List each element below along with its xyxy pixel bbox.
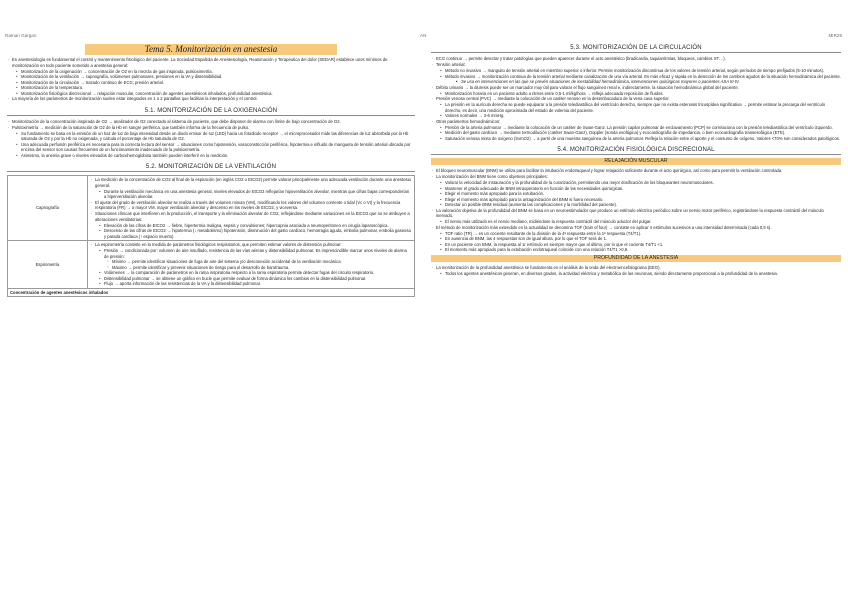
list-item: ● Monitorización de la circulación → trazado continuo de ECG, presión arterial. bbox=[7, 80, 415, 86]
right-column bbox=[431, 44, 841, 276]
relax-text-4d: ● El momento más apropiado para la extubación endotraqueal coincide con una relación T4/T1 >0,9. bbox=[431, 247, 841, 253]
capno-text-1a: ● Durante la ventilación mecánica en una anestesia general, niveles elevados de EtCO2 reflejarían hipoventilación alveolar, mientras que cifras bajas corresponderían a hiperventilación alveolar. bbox=[90, 189, 412, 200]
list-item: ● Su fundamento se basa en la emisión de un haz de luz de baja intensidad desde un diodo emisor de luz (LED) hacia un fotodiodo receptor → el microprocesador mide las diferencias de luz absorbida por la Hb saturada de O2 y por la Hb no oxigenada, y calcula el porcentaje de Hb saturada de O2. bbox=[7, 131, 415, 142]
espiro-text-1a1: ○ Mínimo → permite identificar situaciones de fuga de aire del sistema y/o desconexión accidental de la ventilación mecánica. bbox=[90, 259, 412, 265]
section-heading-ventilacion: 5.2. MONITORIZACIÓN DE LA VENTILACIÓN bbox=[7, 163, 415, 172]
relax-text-3a: ● El nervio más utilizado es el nervio mediano, midiéndose la respuesta contráctil del músculo aductor del pulgar. bbox=[431, 219, 841, 225]
otros-gasto-cardiaco: ● Medición del gasto cardíaco → mediante termodilución (catéter Swan-Ganz), Doppler (sonda esofágica) y ecocardiografía de impedancia, o bien ecocardiografía transesofágica (ETE). bbox=[431, 130, 841, 136]
table-row bbox=[8, 288, 415, 297]
oxigenacion-concentracion: · Monitorización de la concentración inspirada de O2 → analizador de O2 conectado al sistema de paciente, que debe disponer de alarma con límite de bajo concentración de O2. bbox=[7, 119, 415, 125]
list-item: ● Detectar un posible BNM residual (aumenta las complicaciones y la morbilidad del paciente). bbox=[431, 202, 841, 208]
ta-invasivo-uso: ■ Se usa en intervenciones en las que se prevén situaciones de inestabilidad hemodinámica, intervenciones quirúrgicas mayores o pacientes ASA III-IV. bbox=[431, 79, 841, 85]
relax-text-4: · El método de monitorización más extendido en la actualidad se denomina TOF (train of four) → consiste en aplicar 4 estímulos sucesivos a una intensidad determinada (cada 0,5 s). bbox=[431, 225, 841, 231]
subject-label: AN bbox=[420, 33, 427, 38]
list-item: ● Valorar la velocidad de instauración y la profundidad de la curarización, permitiendo una mejor dosificación de los bloqueantes neuromusculares. bbox=[431, 180, 841, 186]
espirometria-label: Espirometría bbox=[8, 241, 88, 289]
espirometria-cell bbox=[88, 241, 415, 289]
relax-text-4a: ● TOF ratio (TR) → es un cociente resultante de la división de la 4ª respuesta entre la 1ª respuesta (T4/T1). bbox=[431, 231, 841, 237]
capnografia-cell bbox=[88, 176, 415, 241]
ta-invasivo: ● Método invasivo → monitorización continua de la tensión arterial mediante canalización de una vía arterial. Es más eficaz y rápida en la detección de los cambios agudos de la situación hemodinámica del paciente. bbox=[431, 74, 841, 80]
course-label: MIR25 bbox=[828, 33, 842, 38]
capnografia-label: Capnografía bbox=[8, 176, 88, 241]
list-item: ● Mantener el grado adecuado de BNM intraoperatorio en función de las necesidades quirúrgicas. bbox=[431, 186, 841, 192]
capno-text-1: · La medición de la concentración de CO2 al final de la espiración (en inglés CO2 o EtCO2) permite valorar principalmente una adecuada ventilación durante una anestesia general. bbox=[90, 177, 412, 188]
relax-text-1: · El bloqueo neuromuscular (BNM) se utiliza para facilitar la intubación endotraqueal y lograr relajación suficiente durante el acto quirúrgico, así como para permitir la ventilación controlada. bbox=[431, 168, 841, 174]
espiro-text-1c: ● Distensibilidad pulmonar → se obtiene un gráfico en bucle que permite evaluar de forma dinámica los cambios en la distensibilidad pulmonar. bbox=[90, 276, 412, 282]
profundidad-anestesia-band: PROFUNDIDAD DE LA ANESTESIA bbox=[431, 255, 841, 262]
section-heading-oxigenacion: 5.1. MONITORIZACIÓN DE LA OXIGENACIÓN bbox=[7, 107, 415, 116]
list-item: ● Monitorización de la temperatura. bbox=[7, 85, 415, 91]
relax-text-4b: ● En ausencia de BNM, las 4 respuestas son de igual altura, por lo que el TOF será de 1. bbox=[431, 236, 841, 242]
table-row bbox=[8, 241, 415, 289]
capno-text-2: · El ajuste del grado de ventilación alveolar se realiza a través del volumen minuto (VM), modificando los valores del volumen corriente o tidal (Vc o Vt) y la frecuencia respiratoria (FR) → a mayor VM, mayor ventilación alveolar y descenso en los niveles de EtCO2, y viceversa. bbox=[90, 200, 412, 211]
espiro-text-1b: ● Volúmenes → la comparación de parámetros en la rama inspiratoria respecto a la rama espiratoria permite detectar fugas del circuito respiratorio. bbox=[90, 270, 412, 276]
left-column bbox=[7, 44, 415, 297]
capno-text-3a: ● Elevación de las cifras de EtCO2 → fiebre, hipertermia maligna, sepsis y convulsiones; hipercapnia asociada a neumoperitoneo en cirugía laparoscópica. bbox=[90, 223, 412, 229]
ventilacion-table bbox=[7, 175, 415, 297]
capno-text-3b: ● Descenso de las cifras de EtCO2 → hipotermia (↓ metabolismo) hipotensión, disminución del gasto cardíaco, hemorragia aguda, embolia pulmonar, embolia gaseosa y parada cardíaca (↑ espacio muerto). bbox=[90, 228, 412, 239]
relax-text-2: · La monitorización del BNM tiene como objetivos principales: bbox=[431, 174, 841, 180]
relax-objetivos-list bbox=[431, 180, 841, 208]
agentes-inhalados-row: Concentración de agentes anestésicos inhalados bbox=[8, 288, 415, 297]
prof-text-1a: ● Todos los agentes anestésicos generan, en diversos grados, la actividad eléctrica y metabólica de las neuronas, siendo directamente proporcional a la profundidad de la anestesia. bbox=[431, 271, 841, 277]
chapter-title: Tema 5. Monitorización en anestesia bbox=[85, 44, 337, 55]
pulsioximetria-list bbox=[7, 131, 415, 159]
prof-text-1: · La monitorización de la profundidad anestésica se fundamenta en el análisis de la onda del electroencefalograma (EEG). bbox=[431, 265, 841, 271]
list-item: ● Monitorización fisiológica discrecional → relajación muscular, concentración de agentes anestésicos inhalados, profundidad anestésica. bbox=[7, 91, 415, 97]
intro-paragraph: · En anestesiología es fundamental el control y mantenimiento fisiológico del paciente. La Sociedad Española de Anestesiología, Reanimación y Terapéutica del dolor (SEDAR) establece unos mínimos de monitorización en todo paciente sometido a anestesia general: bbox=[7, 57, 415, 68]
list-item: ● Monitorización de la ventilación → capnografía, volúmenes pulmonares, presiones en la VA y distensibilidad. bbox=[7, 74, 415, 80]
otros-parametros: · Otros parámetros hemodinámicos: bbox=[431, 119, 841, 125]
list-item: ● Monitorización de la oxigenación → concentración de O2 en la mezcla de gas inspirada, pulsioximetría. bbox=[7, 69, 415, 75]
intro-closing: · La mayoría de los parámetros de monitorización suelen estar integrados en 1 o 2 pantallas que facilitan la interpretación y el control. bbox=[7, 96, 415, 102]
relax-text-3: · La valoración objetiva de la profundidad del BNM se basa en un neuroestimulador que produce un estímulo eléctrico periódico sobre un nervio motor periférico, registrándose la respuesta contráctil del músculo inervado. bbox=[431, 208, 841, 219]
section-heading-circulacion: 5.3. MONITORIZACIÓN DE LA CIRCULACIÓN bbox=[431, 44, 841, 53]
espiro-text-1a: ● Presión → condicionada por: volumen de aire insuflado, resistencia de las vías aéreas y distensibilidad pulmonar. Es imprescindible marcar unos niveles de alarma de presión: bbox=[90, 248, 412, 259]
pvc-detail: ● La presión en la aurícula derecha se puede equiparar a la presión telediastólica del ventrículo derecho, siempre que no exista estenosis tricuspídea significativa → permite estimar la precarga del ventrículo derecho, es decir, una medición aproximada del estado de volemia del paciente. bbox=[431, 102, 841, 113]
otros-arteria-pulmonar: ● Presión de la arteria pulmonar → mediante la colocación de un catéter de Swan-Ganz. La presión capilar pulmonar de enclavamiento (PCP) se correlaciona con la presión telediastólica del ventrículo izquierdo. bbox=[431, 125, 841, 131]
debito-horario: ● Monitorización horaria en un paciente adulto a ritmos entre 0,5-1 ml/kg/hora → refleja adecuada reposición de fluidos. bbox=[431, 91, 841, 97]
list-item: ● Elegir el momento más apropiado para la extubación. bbox=[431, 191, 841, 197]
section-heading-discrecional: 5.4. MONITORIZACIÓN FISIOLÓGICA DISCRECIONAL bbox=[431, 146, 841, 155]
ecg-paragraph: · ECG continuo → permite detectar y tratar patologías que pueden aparecer durante el acto anestésico (bradicardia, taquiarritmias, bloqueos, cambios ST…). bbox=[431, 56, 841, 62]
otros-saturacion-venosa: ● Saturación venosa mixta de oxígeno (SvmO2) → a partir de una muestra sanguínea de la arteria pulmonar. Refleja la relación entre el aporte y el consumo de oxígeno. Valores <70% son considerados patológicos. bbox=[431, 136, 841, 142]
debito-urinario: · Débito urinario → la diuresis puede ser un marcador muy útil para valorar el flujo sanguíneo renal e, indirectamente, la situación hemodinámica global del paciente. bbox=[431, 85, 841, 91]
ta-no-invasivo: ● Método no invasivo → manguito de tensión arterial en miembro superior o inferior. Permite monitorización discontinua de los valores de tensión arterial, según períodos de tiempo prefijados (5-10 minutos). bbox=[431, 68, 841, 74]
relajacion-muscular-band: RELAJACIÓN MUSCULAR bbox=[431, 158, 841, 165]
author-label: Raman Gargan bbox=[5, 33, 37, 38]
capno-text-3: · Situaciones clínicas que interfieren en la producción, el transporte y la eliminación alveolar de CO2, reflejándose mediante variaciones en la EtCO2 que no se atribuyen a alteraciones ventilatorias: bbox=[90, 211, 412, 222]
list-item: ● Una adecuada perfusión periférica es necesaria para la correcta lectura del sensor → situaciones como hipotensión, vasoconstricción periférica, hipotermia e influido de mangueta de tensión arterial ubicada por encima del sensor son causas frecuentes de un funcionamiento inadecuado de la pulsioximetría. bbox=[7, 142, 415, 153]
espiro-text-1d: ● Flujo → aporta información de las resistencias de la VA y la distensibilidad pulmonar. bbox=[90, 281, 412, 287]
tension-arterial-heading: · Tensión arterial: bbox=[431, 62, 841, 68]
pvc-paragraph: · Presión venosa central (PVC) → mediante la colocación de un catéter venoso en la desembocadura de la vena cava superior. bbox=[431, 96, 841, 102]
list-item: ● Asimismo, la anemia grave o niveles elevados de carboxihemoglobina también pueden interferir en la medición. bbox=[7, 153, 415, 159]
espiro-text-1: · La espirometría consiste en la medida de parámetros fisiológicos respiratorios, que permiten estimar valores de distensión pulmonar: bbox=[90, 242, 412, 248]
relax-text-4c: ● En un paciente con BNM, la respuesta al 1r estímulo es siempre mayor que al último, por lo que el cociente T4/T1 <1. bbox=[431, 242, 841, 248]
list-item: ● Elegir el momento más apropiado para la antagonización del BNM si fuera necesario. bbox=[431, 197, 841, 203]
intro-list bbox=[7, 69, 415, 97]
pvc-valores: ● Valores normales → 3-6 mmHg. bbox=[431, 113, 841, 119]
pulsioximetria: · Pulsioximetría → medición de la saturación de O2 de la Hb en sangre periférica, que también informa de la frecuencia de pulso. bbox=[7, 125, 415, 131]
table-row bbox=[8, 176, 415, 241]
espiro-text-1a2: ○ Máximo → permite identificar y prevenir situaciones de riesgo para el desarrollo de barotrauma. bbox=[90, 265, 412, 271]
